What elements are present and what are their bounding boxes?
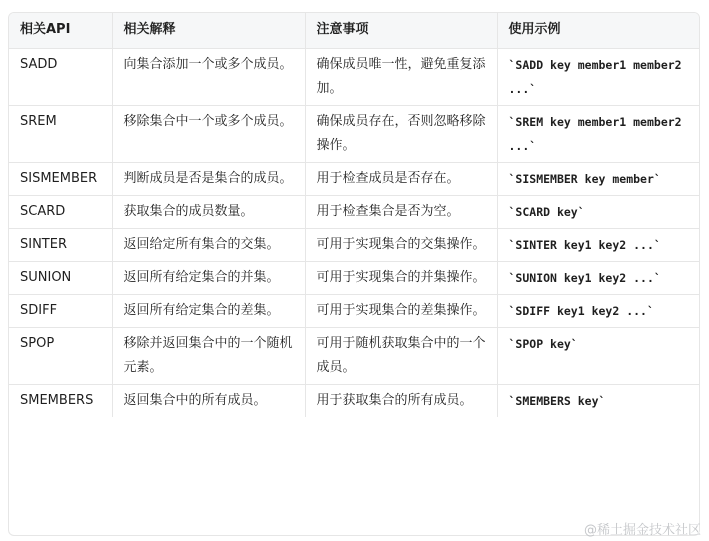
cell-api: SUNION <box>9 262 112 295</box>
cell-description: 返回给定所有集合的交集。 <box>112 229 305 262</box>
table-row <box>9 163 699 196</box>
table-row <box>9 262 699 295</box>
cell-description: 获取集合的成员数量。 <box>112 196 305 229</box>
api-table-container <box>8 12 700 536</box>
cell-api: SPOP <box>9 328 112 385</box>
header-row <box>9 13 699 49</box>
watermark: @稀土掘金技术社区 <box>583 523 701 538</box>
cell-example: `SPOP key` <box>497 328 699 385</box>
cell-note: 可用于实现集合的差集操作。 <box>305 295 497 328</box>
table-row <box>9 328 699 385</box>
cell-note: 可用于实现集合的并集操作。 <box>305 262 497 295</box>
cell-api: SINTER <box>9 229 112 262</box>
cell-example: `SISMEMBER key member` <box>497 163 699 196</box>
cell-api: SREM <box>9 106 112 163</box>
cell-description: 移除并返回集合中的一个随机元素。 <box>112 328 305 385</box>
cell-description: 返回集合中的所有成员。 <box>112 385 305 418</box>
header-notes: 注意事项 <box>305 13 497 49</box>
cell-example: `SDIFF key1 key2 ...` <box>497 295 699 328</box>
cell-api: SMEMBERS <box>9 385 112 418</box>
cell-note: 用于检查成员是否存在。 <box>305 163 497 196</box>
cell-description: 移除集合中一个或多个成员。 <box>112 106 305 163</box>
cell-example: `SMEMBERS key` <box>508 394 606 408</box>
cell-api: SDIFF <box>9 295 112 328</box>
cell-description: 返回所有给定集合的差集。 <box>112 295 305 328</box>
table-row <box>9 295 699 328</box>
cell-api: SADD <box>9 49 112 106</box>
cell-example: `SINTER key1 key2 ...` <box>497 229 699 262</box>
cell-api: SCARD <box>9 196 112 229</box>
table-row <box>9 49 699 106</box>
cell-example: `SADD key member1 member2 ...` <box>497 49 699 106</box>
cell-note: 可用于实现集合的交集操作。 <box>305 229 497 262</box>
cell-note: 确保成员存在，否则忽略移除操作。 <box>305 106 497 163</box>
cell-description: 向集合添加一个或多个成员。 <box>112 49 305 106</box>
table-row <box>9 196 699 229</box>
header-example: 使用示例 <box>497 13 699 49</box>
cell-example: `SREM key member1 member2 ...` <box>497 106 699 163</box>
redis-set-api-table <box>9 13 699 417</box>
cell-note: 用于获取集合的所有成员。 <box>305 385 497 418</box>
table-row <box>9 106 699 163</box>
cell-example: `SCARD key` <box>497 196 699 229</box>
table-row <box>9 385 699 418</box>
header-description: 相关解释 <box>112 13 305 49</box>
table-body <box>9 49 699 418</box>
table-row <box>9 229 699 262</box>
table-header <box>9 13 699 49</box>
header-api: 相关API <box>9 13 112 49</box>
cell-note: 用于检查集合是否为空。 <box>305 196 497 229</box>
cell-description: 判断成员是否是集合的成员。 <box>112 163 305 196</box>
cell-example: `SUNION key1 key2 ...` <box>497 262 699 295</box>
cell-api: SISMEMBER <box>9 163 112 196</box>
cell-note: 确保成员唯一性，避免重复添加。 <box>305 49 497 106</box>
cell-description: 返回所有给定集合的并集。 <box>112 262 305 295</box>
cell-note: 可用于随机获取集合中的一个成员。 <box>305 328 497 385</box>
